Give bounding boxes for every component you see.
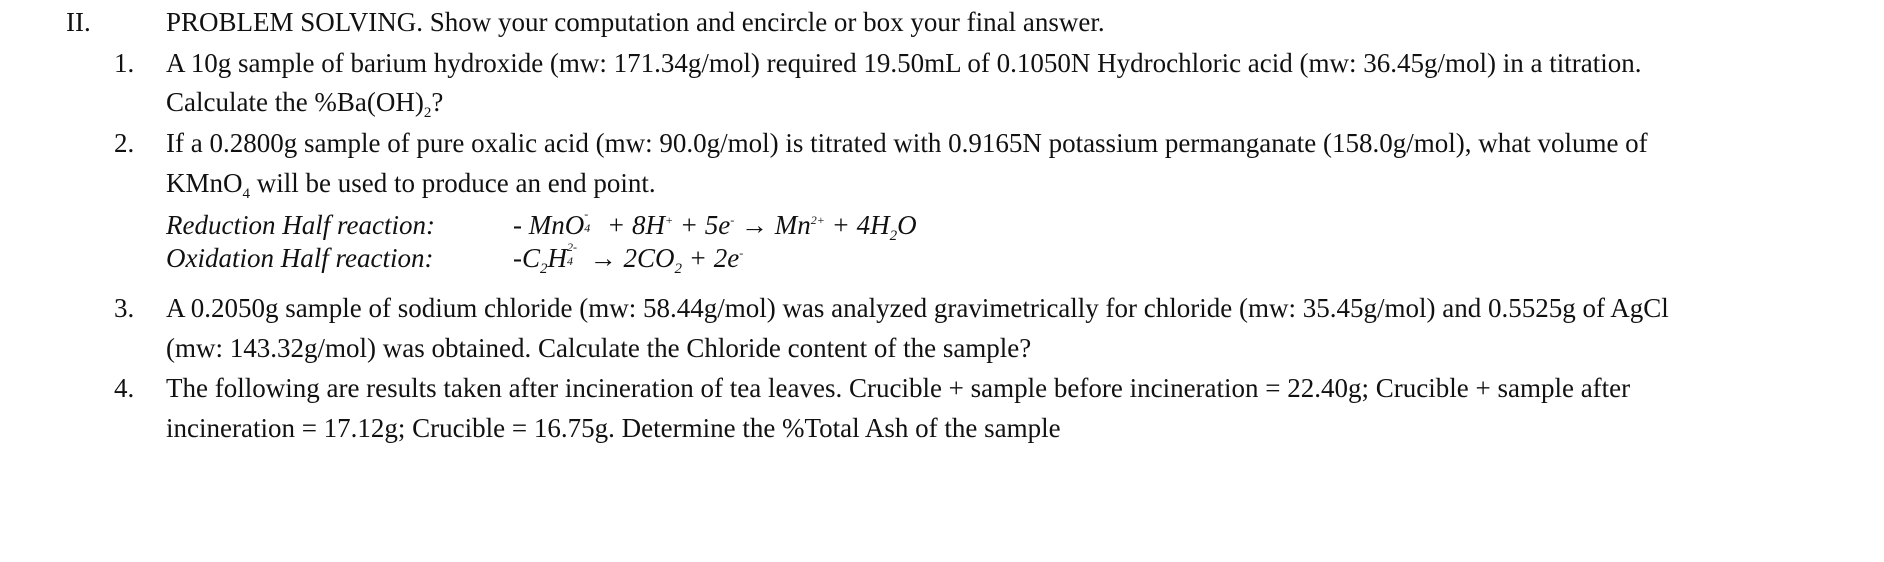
problem-1-number: 1. [114, 48, 135, 78]
eq-term: -C [513, 243, 540, 273]
eq-sup: 2+ [810, 213, 825, 227]
problem-4-line-1: The following are results taken after incineration of tea leaves. Crucible + sample before incineration = 22.40g; Crucible + sample after [166, 373, 1631, 403]
eq-sub: 2 [674, 261, 683, 277]
problem-3-number: 3. [114, 293, 135, 323]
problem-3-line-2: (mw: 143.32g/mol) was obtained. Calculate the Chloride content of the sample? [166, 333, 1032, 363]
eq-sup: - [739, 246, 744, 260]
problem-2-number: 2. [114, 128, 135, 158]
problem-2-text: KMnO [166, 168, 243, 198]
eq-term: Mn [774, 210, 811, 240]
eq-term: + 4H [824, 210, 890, 240]
eq-term: H [547, 243, 567, 273]
eq-subsup [567, 240, 583, 268]
eq-term: - MnO [513, 210, 585, 240]
section-heading: PROBLEM SOLVING. Show your computation and encircle or box your final answer. [166, 7, 1105, 37]
problem-1-text-end: ? [431, 87, 444, 117]
eq-term: + 5e [673, 210, 731, 240]
eq-sub: 4 [567, 254, 573, 268]
problem-1-text: Calculate the %Ba(OH) [166, 87, 424, 117]
problem-1-line-2 [166, 82, 443, 122]
problem-2-line-2 [166, 163, 656, 203]
problem-3-line-1: A 0.2050g sample of sodium chloride (mw: 58.44g/mol) was analyzed gravimetrically for chloride (mw: 35.45g/mol) and 0.5525g of AgCl [166, 293, 1669, 323]
oxidation-label: Oxidation Half reaction: [166, 243, 434, 273]
problem-2-text-end: will be used to produce an end point. [250, 168, 656, 198]
eq-sup: - [584, 207, 589, 221]
eq-sub: 4 [584, 221, 591, 235]
problem-2-subscript: 4 [242, 186, 251, 202]
oxidation-equation [513, 241, 743, 275]
problem-4-number: 4. [114, 373, 135, 403]
eq-subsup [584, 207, 600, 235]
problem-1-line-1: A 10g sample of barium hydroxide (mw: 171.34g/mol) required 19.50mL of 0.1050N Hydrochloric acid (mw: 36.45g/mol) in a titration. [166, 48, 1642, 78]
eq-sub: 2 [889, 228, 898, 244]
problem-1-subscript: 2 [423, 105, 432, 121]
eq-sup: + [664, 213, 674, 227]
reduction-label: Reduction Half reaction: [166, 210, 435, 240]
reaction-arrow: → [583, 243, 624, 273]
problem-2-line-1: If a 0.2800g sample of pure oxalic acid (mw: 90.0g/mol) is titrated with 0.9165N potassium permanganate (158.0g/mol), what volume of [166, 128, 1648, 158]
reduction-equation [513, 208, 917, 242]
eq-sup: 2- [567, 240, 577, 254]
reaction-arrow: → [734, 210, 775, 240]
eq-term: + 2e [682, 243, 740, 273]
eq-term: + 8H [600, 210, 665, 240]
problem-4-line-2: incineration = 17.12g; Crucible = 16.75g. Determine the %Total Ash of the sample [166, 413, 1061, 443]
eq-sup: - [730, 213, 735, 227]
eq-term: O [897, 210, 917, 240]
eq-term: 2CO [623, 243, 675, 273]
eq-sub: 2 [540, 261, 548, 277]
section-number: II. [66, 7, 91, 37]
